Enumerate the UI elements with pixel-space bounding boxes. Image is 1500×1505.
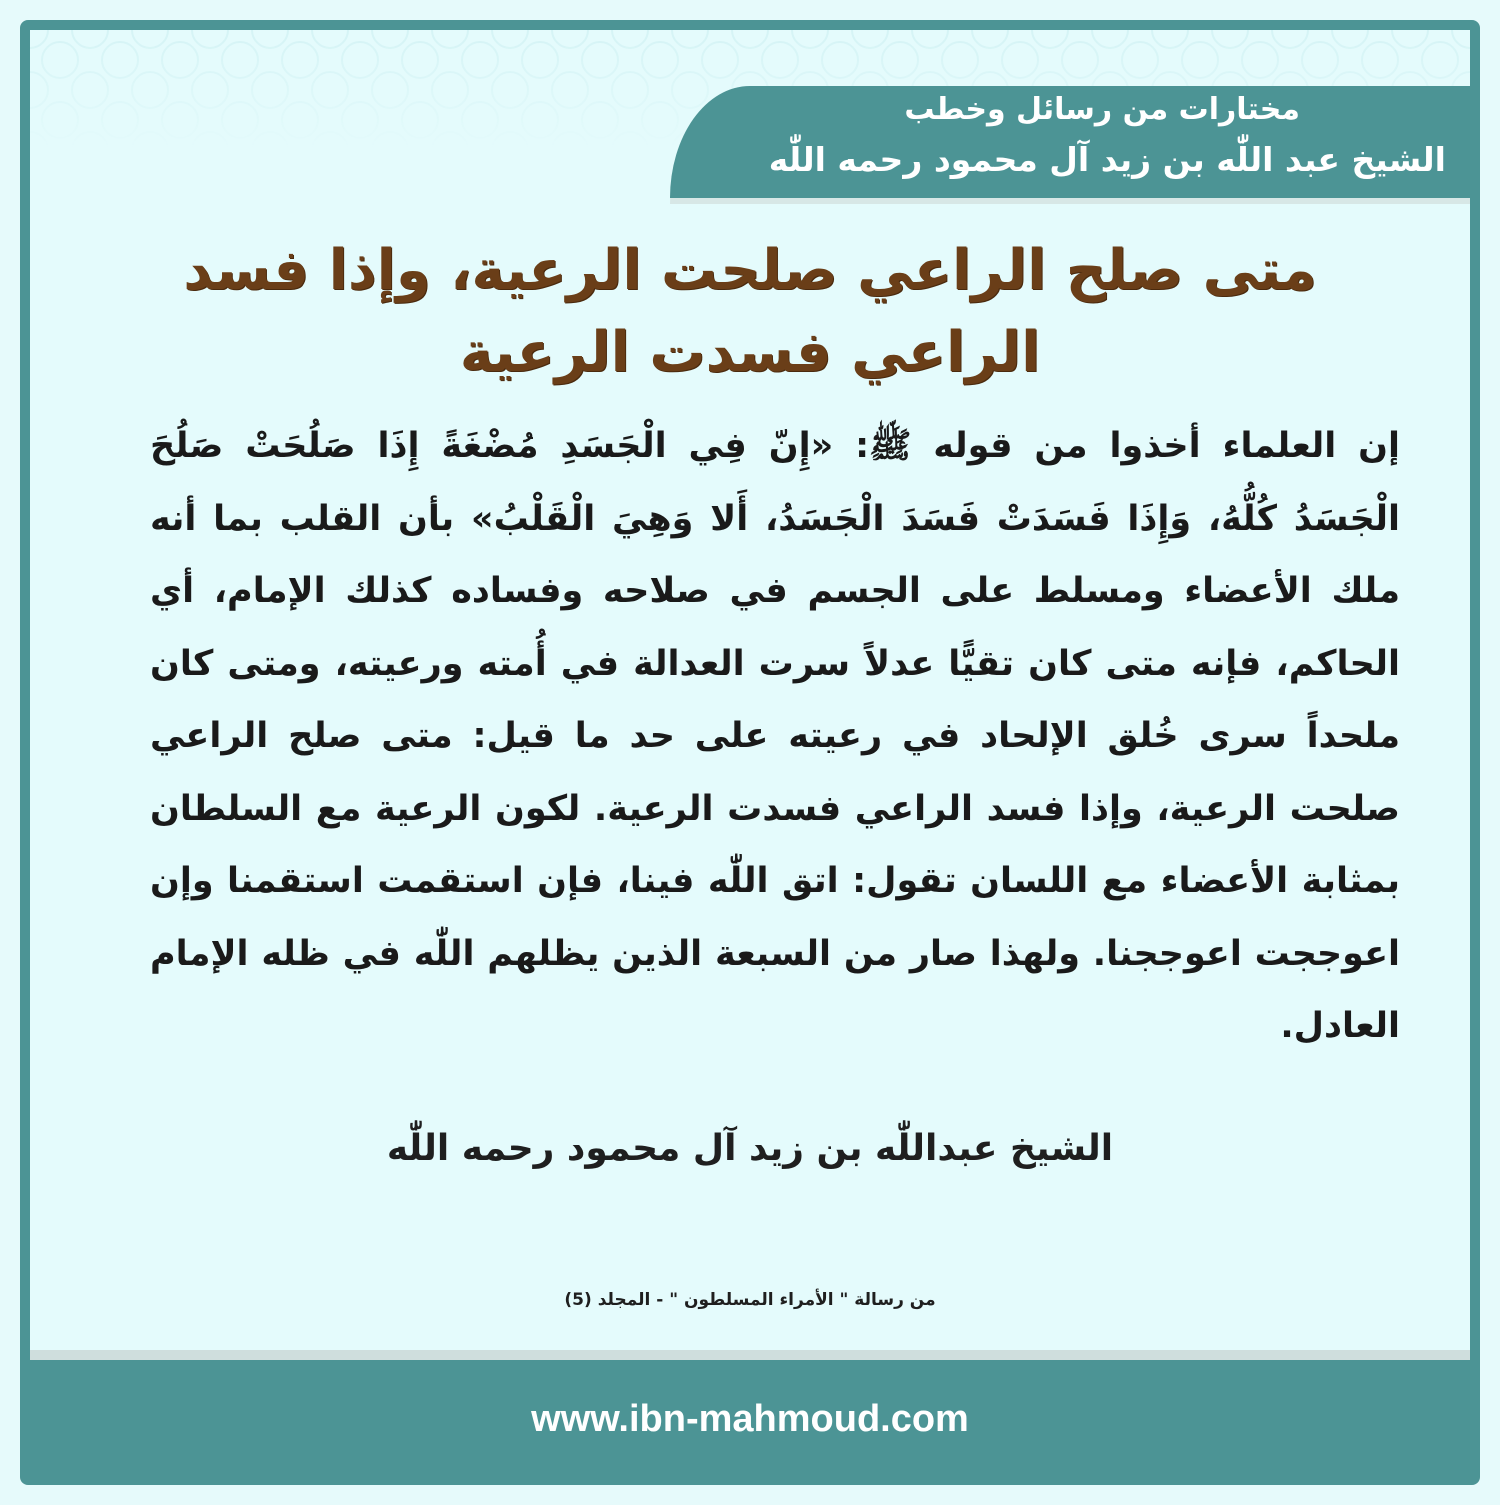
- body-paragraph: إن العلماء أخذوا من قوله ﷺ: «إِنّ فِي الْجَسَدِ مُضْغَةً إِذَا صَلُحَتْ صَلُحَ الْجَسَدُ كُلُّهُ، وَإِذَا فَسَدَتْ فَسَدَ الْجَسَدُ، أَلا وَهِيَ الْقَلْبُ» بأن القلب بما أنه ملك الأعضاء ومسلط على الجسم في صلاحه وفساده كذلك الإمام، أي الحاكم، فإنه متى كان تقيًّا عدلاً سرت العدالة في أُمته ورعيته، ومتى كان ملحداً سرى خُلق الإلحاد في رعيته على حد ما قيل: متى صلح الراعي صلحت الرعية، وإذا فسد الراعي فسدت الرعية. لكون الرعية مع السلطان بمثابة الأعضاء مع اللسان تقول: اتق اللّٰه فينا، فإن استقمت استقمنا وإن اعوججت اعوججنا. ولهذا صار من السبعة الذين يظلهم اللّٰه في ظله الإمام العادل.: [150, 426, 1400, 1046]
- content-panel: [30, 30, 1470, 1360]
- signature: الشيخ عبداللّٰه بن زيد آل محمود رحمه اللّٰه: [386, 1128, 1114, 1169]
- header-series-title: مختارات من رسائل وخطب: [904, 92, 1300, 127]
- header-band: [670, 86, 1470, 198]
- header-author: الشيخ عبد اللّٰه بن زيد آل محمود رحمه اللّٰه: [768, 140, 1446, 179]
- page-title: متى صلح الراعي صلحت الرعية، وإذا فسد الراعي فسدت الرعية: [183, 238, 1317, 385]
- website-link[interactable]: www.ibn-mahmoud.com: [531, 1398, 969, 1440]
- divider: [30, 1350, 1470, 1360]
- source-citation: من رسالة " الأمراء المسلطون " - المجلد (5): [564, 1290, 936, 1310]
